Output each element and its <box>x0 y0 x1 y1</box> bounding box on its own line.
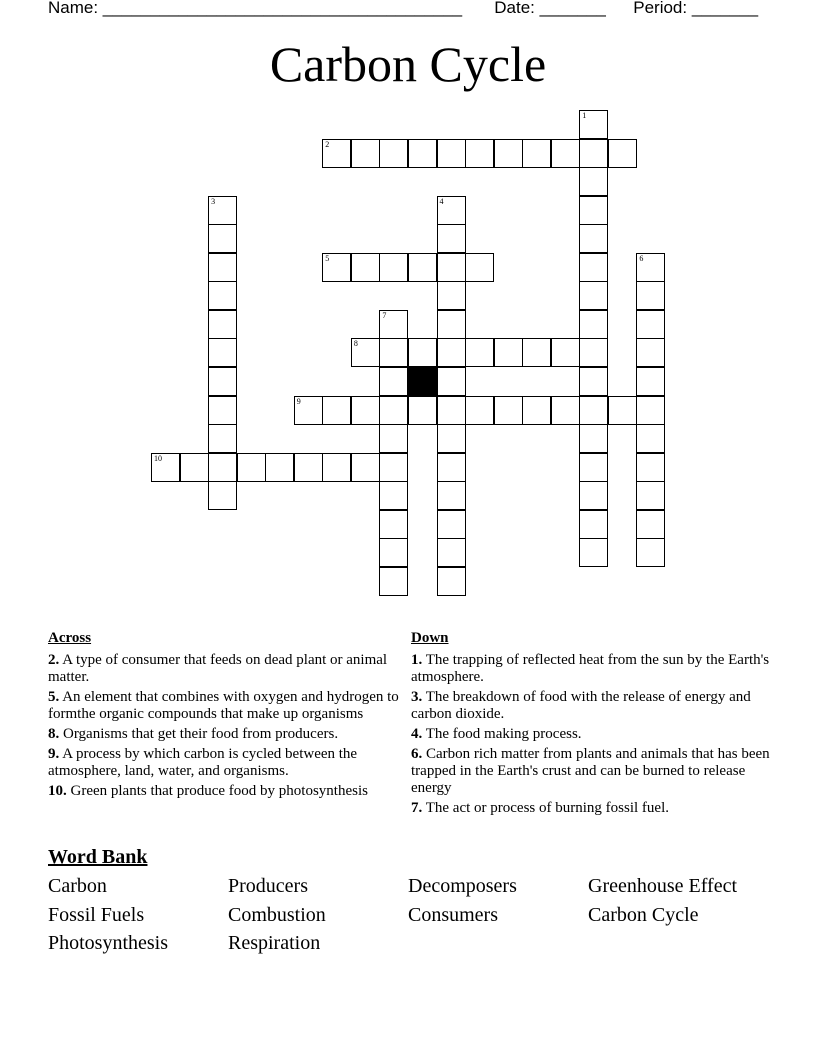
crossword-cell[interactable] <box>465 139 494 168</box>
clue-text: A process by which carbon is cycled between the atmosphere, land, water, and organisms. <box>48 746 358 779</box>
page-title: Carbon Cycle <box>269 36 547 92</box>
crossword-cell[interactable] <box>437 567 466 596</box>
crossword-cell[interactable] <box>208 224 237 253</box>
crossword-cell[interactable] <box>379 396 408 425</box>
name-field[interactable]: Name: ______________________________________ <box>48 0 463 17</box>
crossword-cell[interactable] <box>208 453 237 482</box>
clue-number: 10. <box>48 783 67 799</box>
clue-text: The breakdown of food with the release of energy and carbon dioxide. <box>411 689 751 722</box>
crossword-cell[interactable] <box>208 424 237 453</box>
clue-down-6 <box>411 746 773 797</box>
clue-across-8 <box>48 726 403 743</box>
crossword-cell[interactable] <box>437 224 466 253</box>
clue-number: 2. <box>48 652 60 668</box>
crossword-cell[interactable] <box>208 481 237 510</box>
crossword-cell[interactable] <box>294 396 323 425</box>
clue-number: 5. <box>48 689 60 705</box>
crossword-cell[interactable] <box>551 396 580 425</box>
crossword-cell[interactable] <box>379 253 408 282</box>
clue-number: 8. <box>48 726 60 742</box>
crossword-cell[interactable] <box>379 510 408 539</box>
crossword-cell[interactable] <box>579 167 608 196</box>
crossword-cell[interactable] <box>351 139 380 168</box>
crossword-cell[interactable] <box>465 253 494 282</box>
crossword-cell[interactable] <box>579 367 608 396</box>
clue-across-10 <box>48 783 403 800</box>
crossword-cell[interactable] <box>437 338 466 367</box>
clue-across-9 <box>48 746 403 780</box>
crossword-cell[interactable] <box>208 367 237 396</box>
clue-number: 1. <box>411 652 423 668</box>
clue-text: The food making process. <box>425 726 582 742</box>
crossword-cell[interactable] <box>636 510 665 539</box>
period-field[interactable]: Period: _______ <box>633 0 759 17</box>
crossword-cell[interactable] <box>351 253 380 282</box>
crossword-cell[interactable] <box>351 396 380 425</box>
crossword-cell[interactable] <box>437 310 466 339</box>
crossword-cell[interactable] <box>265 453 294 482</box>
cell-number: 5 <box>325 253 330 263</box>
crossword-cell[interactable] <box>322 139 351 168</box>
crossword-cell[interactable] <box>437 253 466 282</box>
crossword-cell[interactable] <box>151 453 180 482</box>
across-heading: Across <box>48 630 92 646</box>
cell-number: 1 <box>582 111 587 120</box>
crossword-cell[interactable] <box>208 310 237 339</box>
cell-number: 4 <box>439 196 444 206</box>
crossword-cell[interactable] <box>579 538 608 567</box>
crossword-cell[interactable] <box>579 281 608 310</box>
word-bank-item: Fossil Fuels <box>48 903 145 926</box>
clue-down-7 <box>411 800 773 817</box>
word-bank-item: Carbon Cycle <box>588 903 699 926</box>
clue-text: Organisms that get their food from producers. <box>63 726 339 742</box>
cell-number: 6 <box>639 253 644 263</box>
crossword-cell[interactable] <box>636 310 665 339</box>
crossword-cell[interactable] <box>322 396 351 425</box>
crossword-cell[interactable] <box>579 453 608 482</box>
crossword-cell[interactable] <box>437 481 466 510</box>
clue-text: Green plants that produce food by photosynthesis <box>70 783 368 799</box>
word-bank-item: Decomposers <box>408 875 517 897</box>
crossword-cell[interactable] <box>579 424 608 453</box>
crossword-cell[interactable] <box>208 338 237 367</box>
crossword-cell[interactable] <box>579 253 608 282</box>
word-bank-item: Photosynthesis <box>48 932 169 954</box>
cell-number: 3 <box>211 196 216 206</box>
crossword-cell[interactable] <box>636 453 665 482</box>
crossword-cell[interactable] <box>379 338 408 367</box>
crossword-cell[interactable] <box>437 538 466 567</box>
crossword-cell[interactable] <box>551 338 580 367</box>
crossword-cell[interactable] <box>408 253 437 282</box>
crossword-cell[interactable] <box>322 453 351 482</box>
clue-text: An element that combines with oxygen and hydrogen to formthe organic compounds that make up organisms <box>48 689 399 722</box>
crossword-cell[interactable] <box>608 396 637 425</box>
crossword-cell[interactable] <box>208 253 237 282</box>
crossword-cell[interactable] <box>636 396 665 425</box>
crossword-cell[interactable] <box>379 139 408 168</box>
cell-number: 8 <box>353 339 358 349</box>
crossword-cell[interactable] <box>379 367 408 396</box>
crossword-cell[interactable] <box>379 424 408 453</box>
crossword-cell[interactable] <box>636 367 665 396</box>
crossword-cell[interactable] <box>494 139 523 168</box>
crossword-cell[interactable] <box>579 338 608 367</box>
down-heading: Down <box>411 630 449 646</box>
crossword-cell[interactable] <box>636 281 665 310</box>
crossword-cell[interactable] <box>180 453 209 482</box>
crossword-cell[interactable] <box>522 139 551 168</box>
crossword-cell[interactable] <box>208 196 237 225</box>
word-bank-item: Consumers <box>408 903 498 926</box>
crossword-cell[interactable] <box>579 139 608 168</box>
crossword-cell[interactable] <box>579 310 608 339</box>
crossword-cell[interactable] <box>437 196 466 225</box>
clue-number: 7. <box>411 800 423 816</box>
crossword-cell[interactable] <box>636 424 665 453</box>
crossword-cell[interactable] <box>494 338 523 367</box>
crossword-cell[interactable] <box>437 139 466 168</box>
word-bank-item: Combustion <box>228 903 326 926</box>
crossword-cell[interactable] <box>579 481 608 510</box>
crossword-black-cell <box>408 367 437 396</box>
clue-down-4 <box>411 726 773 743</box>
crossword-cell[interactable] <box>579 224 608 253</box>
word-bank-item: Carbon <box>48 875 107 897</box>
crossword-cell[interactable] <box>408 139 437 168</box>
crossword-cell[interactable] <box>208 396 237 425</box>
date-field[interactable]: Date: _______ <box>494 0 606 17</box>
word-bank <box>48 872 788 958</box>
crossword-cell[interactable] <box>408 338 437 367</box>
crossword-cell[interactable] <box>636 481 665 510</box>
crossword-cell[interactable] <box>351 453 380 482</box>
crossword-cell[interactable] <box>551 139 580 168</box>
word-bank-item: Producers <box>228 875 308 897</box>
crossword-cell[interactable] <box>522 338 551 367</box>
crossword-cell[interactable] <box>608 139 637 168</box>
crossword-cell[interactable] <box>437 396 466 425</box>
crossword-cell[interactable] <box>379 567 408 596</box>
crossword-cell[interactable] <box>465 338 494 367</box>
crossword-cell[interactable] <box>636 253 665 282</box>
crossword-cell[interactable] <box>208 281 237 310</box>
word-bank-item: Greenhouse Effect <box>588 875 738 897</box>
crossword-cell[interactable] <box>437 281 466 310</box>
crossword-cell[interactable] <box>579 196 608 225</box>
clue-number: 4. <box>411 726 423 742</box>
crossword-cell[interactable] <box>636 338 665 367</box>
crossword-cell[interactable] <box>465 396 494 425</box>
clue-down-1 <box>411 652 773 686</box>
clue-across-2 <box>48 652 403 686</box>
crossword-cell[interactable] <box>579 110 608 139</box>
clue-across-5 <box>48 689 403 723</box>
clue-down-3 <box>411 689 773 723</box>
crossword-cell[interactable] <box>579 510 608 539</box>
word-bank-title: Word Bank <box>48 846 148 868</box>
crossword-cell[interactable] <box>437 424 466 453</box>
crossword-cell[interactable] <box>379 481 408 510</box>
cell-number: 7 <box>382 310 387 320</box>
clue-number: 6. <box>411 746 423 762</box>
cell-number: 9 <box>296 396 301 406</box>
clue-number: 3. <box>411 689 423 705</box>
crossword-cell[interactable] <box>636 538 665 567</box>
clue-text: Carbon rich matter from plants and animals that has been trapped in the Earth's crust and can be burned to release energy <box>411 746 770 796</box>
clue-text: The act or process of burning fossil fuel. <box>425 800 670 816</box>
clue-text: The trapping of reflected heat from the sun by the Earth's atmosphere. <box>411 652 770 685</box>
crossword-cell[interactable] <box>408 396 437 425</box>
cell-number: 10 <box>154 453 162 463</box>
crossword-cell[interactable] <box>294 453 323 482</box>
student-info-line <box>48 0 768 18</box>
crossword-cell[interactable] <box>437 510 466 539</box>
clue-number: 9. <box>48 746 60 762</box>
crossword-cell[interactable] <box>379 538 408 567</box>
cell-number: 2 <box>325 139 330 149</box>
word-bank-item: Respiration <box>228 932 321 954</box>
down-clues <box>411 630 773 820</box>
crossword-cell[interactable] <box>579 396 608 425</box>
crossword-cell[interactable] <box>522 396 551 425</box>
crossword-cell[interactable] <box>494 396 523 425</box>
crossword-cell[interactable] <box>437 453 466 482</box>
across-clues <box>48 630 403 803</box>
crossword-cell[interactable] <box>437 367 466 396</box>
crossword-cell[interactable] <box>351 338 380 367</box>
crossword-cell[interactable] <box>322 253 351 282</box>
crossword-cell[interactable] <box>379 310 408 339</box>
clue-text: A type of consumer that feeds on dead plant or animal matter. <box>48 652 388 685</box>
crossword-cell[interactable] <box>237 453 266 482</box>
crossword-cell[interactable] <box>379 453 408 482</box>
